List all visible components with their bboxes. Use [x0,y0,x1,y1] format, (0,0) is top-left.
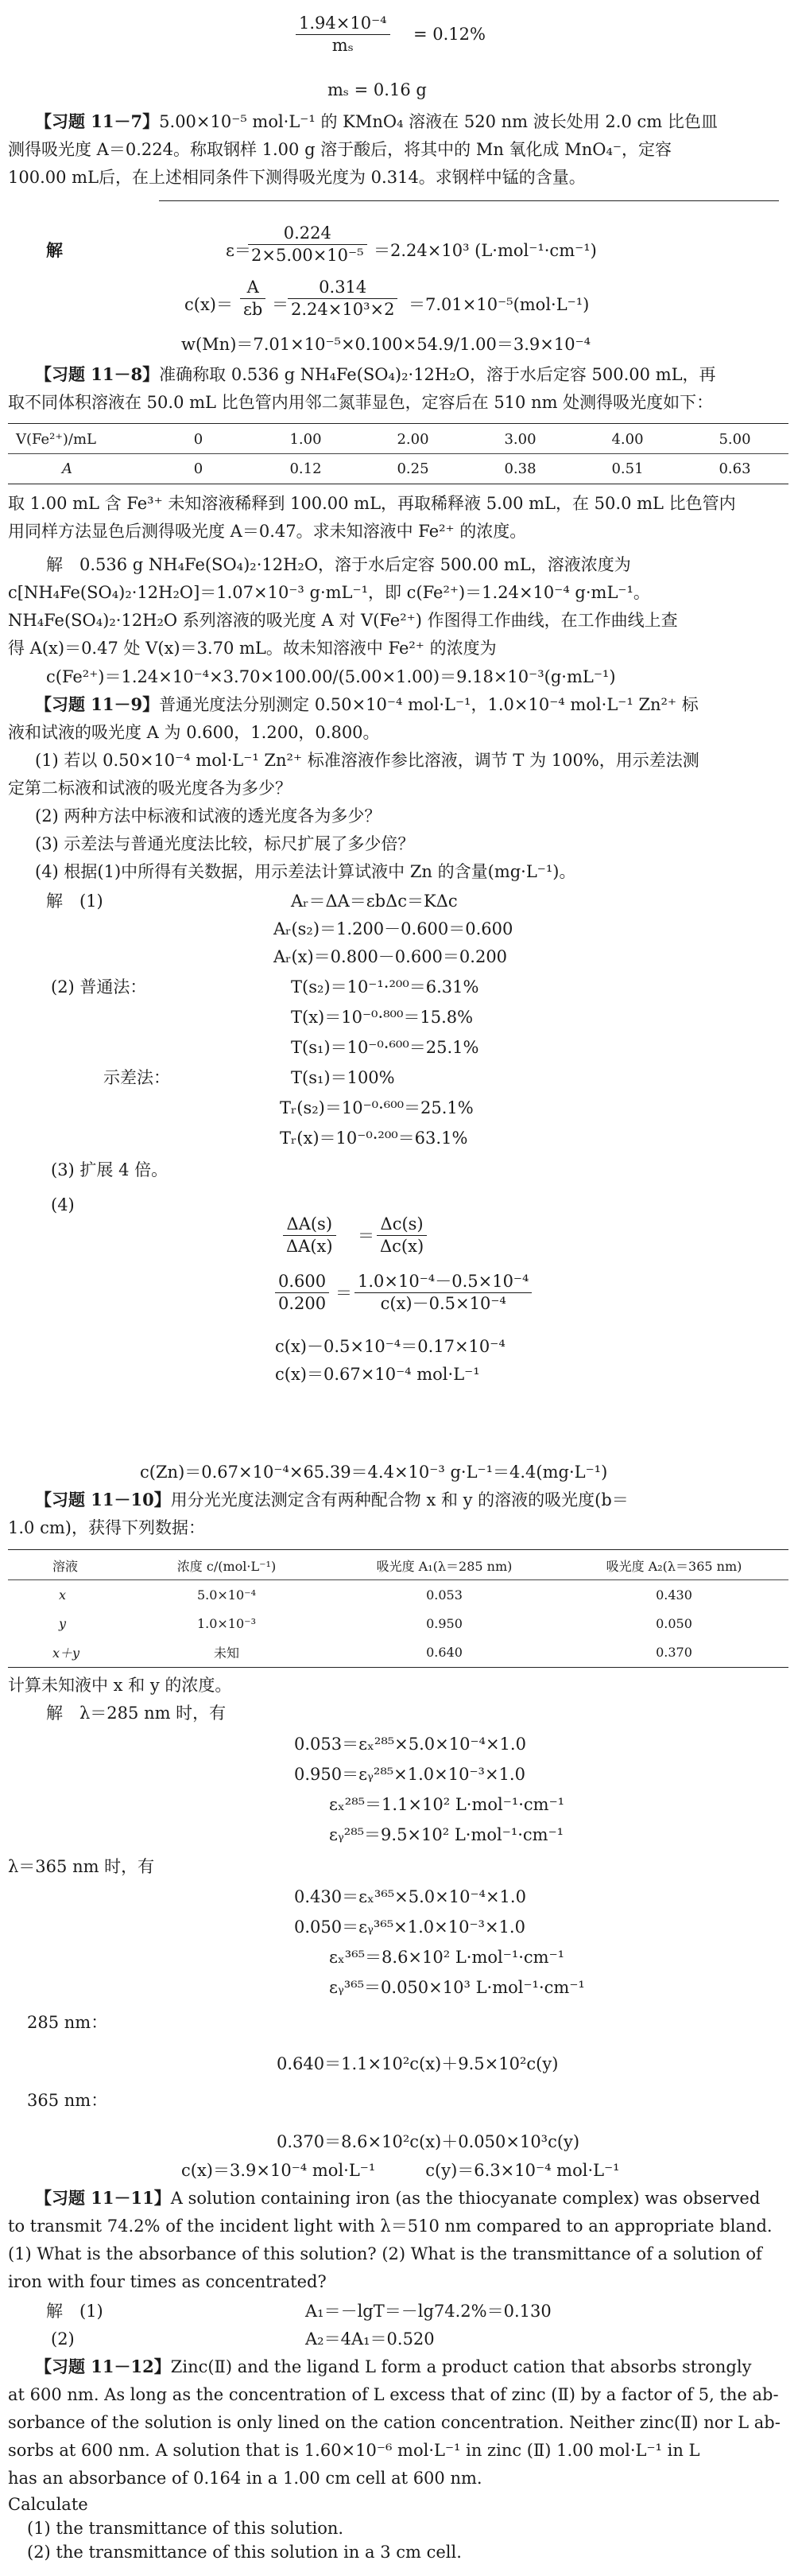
ex7-cx-rhs: ＝7.01×10⁻⁵(mol·L⁻¹) [409,295,590,314]
ex12-line1: 【习题 11－12】Zinc(Ⅱ) and the ligand L form a product cation that absorbs strongly [35,2356,752,2376]
ex10-a3: εₓ²⁸⁵＝1.1×10² L·mol⁻¹·cm⁻¹ [329,1795,565,1814]
table-cell: 0 [193,430,203,448]
ex9-q3: (3) 示差法与普通光度法比较，标尺扩展了多少倍？ [35,834,415,853]
ex10-c-label: 285 nm： [27,2013,108,2032]
ex9-s4-eq1: ＝ [358,1226,374,1245]
ex11-line3: (1) What is the absorbance of this solution? (2) What is the transmittance of a solution of [8,2244,762,2263]
ex10-d1: 0.370＝8.6×10²c(x)＋0.050×10³c(y) [277,2132,580,2151]
ex9-s3: (3) 扩展 4 倍。 [51,1160,169,1179]
table-cell: 0.430 [656,1587,692,1603]
ex9-s1-a: Aᵣ＝ΔA＝εbΔc＝KΔc [291,892,458,911]
top-ms: mₛ = 0.16 g [327,80,427,99]
ex9-s4-fraction2: $\frac{\Delta c(s)}{\Delta c(x)}$ [377,1215,427,1256]
table-cell: 0.38 [504,460,537,477]
ex7-cx-fraction1: $\frac{A}{\varepsilon b}$ [240,278,265,319]
ex9-s4-fraction3: $\frac{0.600}{0.200}$ [275,1272,329,1313]
ex10-line2: 1.0 cm)，获得下列数据： [8,1518,205,1537]
table-cell: 0.12 [289,460,322,477]
ex9-s1-b: Aᵣ(s₂)＝1.200－0.600＝0.600 [273,919,513,938]
table-cell: 3.00 [504,430,537,448]
ex8-after2: 用同样方法显色后测得吸光度 A＝0.47。求未知溶液中 Fe²⁺ 的浓度。 [8,522,527,541]
table-cell: 0.050 [656,1615,692,1631]
table-row-label: A [62,460,72,477]
ex12-line3: sorbance of the solution is only lined on the cation concentration. Neither zinc(Ⅱ) nor L ab- [8,2413,781,2432]
ex10-b1: 0.430＝εₓ³⁶⁵×5.0×10⁻⁴×1.0 [294,1887,526,1906]
ex10-b4: εᵧ³⁶⁵＝0.050×10³ L·mol⁻¹·cm⁻¹ [329,1978,585,1997]
ex7-eps-fraction: $\frac{0.224}{\text{2×5.00×10⁻⁵}}$ [248,224,367,265]
ex10-a2: 0.950＝εᵧ²⁸⁵×1.0×10⁻³×1.0 [294,1765,525,1784]
ex7-cx-eq: ＝ [272,295,289,314]
ex9-czn: c(Zn)＝0.67×10⁻⁴×65.39＝4.4×10⁻³ g·L⁻¹＝4.4(mg·L⁻¹) [140,1463,608,1482]
ex12-calc: Calculate [8,2495,88,2514]
ex7-solution-label: 解 [46,240,63,260]
ex7-wmn: w(Mn)＝7.01×10⁻⁵×0.100×54.9/1.00＝3.9×10⁻⁴ [181,335,591,354]
top-fraction-rhs: = 0.12% [413,25,486,44]
top-fraction: $\frac{\text{1.94×10⁻⁴}}{\text{mₛ}}$ [296,14,390,55]
table-cell: 5.00 [719,430,751,448]
table-cell: x＋y [52,1645,80,1661]
ex9-s2-c: T(s₁)＝10⁻⁰·⁶⁰⁰＝25.1% [291,1038,479,1057]
ex9-q2: (2) 两种方法中标液和试液的透光度各为多少？ [35,806,382,826]
table-cell: 5.0×10⁻⁴ [196,1587,257,1603]
ex7-cx-lhs: c(x)＝ [184,295,233,314]
ex10-ask: 计算未知液中 x 和 y 的浓度。 [8,1676,232,1695]
ex7-line3: 100.00 mL后，在上述相同条件下测得吸光度为 0.314。求钢样中锰的含量。 [8,168,586,187]
table-cell: 0.370 [656,1644,692,1660]
table-header: 溶液 [52,1558,79,1574]
ex11-line4: iron with four times as concentrated? [8,2272,327,2291]
ex9-s2-a: T(s₂)＝10⁻¹·²⁰⁰＝6.31% [291,977,479,997]
ex8-sol4: 得 A(x)＝0.47 处 V(x)＝3.70 mL。故未知溶液中 Fe²⁺ 的浓度为 [8,639,497,658]
table-cell: 1.0×10⁻³ [196,1615,257,1631]
ex9-q4: (4) 根据(1)中所得有关数据，用示差法计算试液中 Zn 的含量(mg·L⁻¹)。 [35,862,576,881]
table-header: 浓度 c/(mol·L⁻¹) [176,1558,277,1574]
ex9-s4-c: c(x)＝0.67×10⁻⁴ mol·L⁻¹ [275,1365,480,1384]
ex9-s2-e: Tᵣ(s₂)＝10⁻⁰·⁶⁰⁰＝25.1% [280,1098,474,1117]
ex9-s4-eq2: ＝ [335,1284,352,1303]
table-cell: 0.51 [611,460,644,477]
ex9-s2-b: T(x)＝10⁻⁰·⁸⁰⁰＝15.8% [291,1008,474,1027]
table-cell: 0.25 [397,460,429,477]
ex9-line2: 液和试液的吸光度 A 为 0.600，1.200，0.800。 [8,723,380,742]
table-cell: 未知 [213,1645,239,1661]
table-cell: 0.053 [426,1587,463,1603]
ex11-line2: to transmit 74.2% of the incident light with λ＝510 nm compared to an appropriate bland. [8,2217,773,2236]
table-cell: 2.00 [397,430,429,448]
ex7-eps-rhs: ＝2.24×10³ (L·mol⁻¹·cm⁻¹) [374,241,597,260]
ex8-line1: 【习题 11－8】准确称取 0.536 g NH₄Fe(SO₄)₂·12H₂O，溶于水后定容 500.00 mL，再 [35,364,716,384]
ex10-b2: 0.050＝εᵧ³⁶⁵×1.0×10⁻³×1.0 [294,1917,525,1937]
ex9-s4-label: (4) [51,1195,75,1214]
ex11-line1: 【习题 11－11】A solution containing iron (as the thiocyanate complex) was observed [35,2188,761,2208]
ex12-q1: (1) the transmittance of this solution. [27,2519,344,2538]
ex7-line2: 测得吸光度 A＝0.224。称取钢样 1.00 g 溶于酸后，将其中的 Mn 氧化成 MnO₄⁻，定容 [8,140,672,159]
ex9-s2-diff-label: 示差法： [103,1068,170,1087]
ex9-s2-d: T(s₁)＝100% [291,1068,395,1087]
ex7-line1: 【习题 11－7】5.00×10⁻⁵ mol·L⁻¹ 的 KMnO₄ 溶液在 520 nm 波长处用 2.0 cm 比色皿 [35,111,718,131]
ex11-s2-label: (2) [51,2329,75,2349]
ex10-b-label: λ＝365 nm 时，有 [8,1857,155,1876]
ex7-cx-fraction2: $\frac{0.314}{\text{2.24×10³×2}}$ [288,278,397,319]
ex12-line2: at 600 nm. As long as the concentration of L excess that of zinc (Ⅱ) by a factor of 5, the ab- [8,2385,779,2404]
ex10-s-label: 解 λ＝285 nm 时，有 [46,1704,227,1723]
ex12-line5: has an absorbance of 0.164 in a 1.00 cm cell at 600 nm. [8,2469,482,2488]
ex10-result: c(x)＝3.9×10⁻⁴ mol·L⁻¹ c(y)＝6.3×10⁻⁴ mol·L⁻¹ [181,2161,620,2180]
ex8-sol2: c[NH₄Fe(SO₄)₂·12H₂O]＝1.07×10⁻³ g·mL⁻¹，即 c(Fe²⁺)＝1.24×10⁻⁴ g·mL⁻¹。 [8,583,650,602]
ex12-line4: sorbs at 600 nm. A solution that is 1.60×10⁻⁶ mol·L⁻¹ in zinc (Ⅱ) 1.00 mol·L⁻¹ in L [8,2441,700,2460]
ex11-s1: A₁＝－lgT＝－lg74.2%＝0.130 [305,2302,552,2321]
ex12-q2: (2) the transmittance of this solution in a 3 cm cell. [27,2543,462,2562]
table-header: 吸光度 A₂(λ＝365 nm) [606,1558,742,1574]
ex9-s4-fraction1: $\frac{\Delta A(s)}{\Delta A(x)}$ [283,1215,336,1256]
ex10-a1: 0.053＝εₓ²⁸⁵×5.0×10⁻⁴×1.0 [294,1735,526,1754]
ex10-b3: εₓ³⁶⁵＝8.6×10² L·mol⁻¹·cm⁻¹ [329,1948,565,1967]
ex10-c1: 0.640＝1.1×10²c(x)＋9.5×10²c(y) [277,2054,559,2073]
table-header: 吸光度 A₁(λ＝285 nm) [376,1558,513,1574]
ex11-s2: A₂＝4A₁＝0.520 [305,2329,435,2349]
ex9-q1b: 定第二标液和试液的吸光度各为多少？ [8,779,292,798]
ex7-eps-lhs: ε＝ [226,241,251,260]
ex8-line2: 取不同体积溶液在 50.0 mL 比色管内用邻二氮菲显色，定容后在 510 nm 处测得吸光度如下： [8,393,714,412]
ex9-q1a: (1) 若以 0.50×10⁻⁴ mol·L⁻¹ Zn²⁺ 标准溶液作参比溶液，调节 T 为 100%，用示差法测 [35,751,699,770]
table-cell: 0.63 [719,460,751,477]
ex9-s4-fraction4: $\frac{\text{1.0×10⁻⁴－0.5×10⁻⁴}}{\text{c(x)－0.5×10⁻⁴}}$ [354,1272,532,1313]
ex8-sol3: NH₄Fe(SO₄)₂·12H₂O 系列溶液的吸光度 A 对 V(Fe²⁺) 作图得工作曲线，在工作曲线上查 [8,611,678,630]
ex10-a4: εᵧ²⁸⁵＝9.5×10² L·mol⁻¹·cm⁻¹ [329,1825,564,1844]
table-cell: 0 [193,460,203,477]
table-cell: 0.640 [426,1644,463,1660]
ex9-s2-label: (2) 普通法： [51,977,147,997]
ex11-s1-label: 解 (1) [46,2302,103,2321]
ex8-sol5: c(Fe²⁺)＝1.24×10⁻⁴×3.70×100.00/(5.00×1.00)＝9.18×10⁻³(g·mL⁻¹) [46,667,616,686]
ex9-s1-c: Aᵣ(x)＝0.800－0.600＝0.200 [273,947,508,966]
ex8-after1: 取 1.00 mL 含 Fe³⁺ 未知溶液稀释到 100.00 mL，再取稀释液 5.00 mL，在 50.0 mL 比色管内 [8,494,736,513]
ex9-s2-f: Tᵣ(x)＝10⁻⁰·²⁰⁰＝63.1% [280,1129,468,1148]
ex9-line1: 【习题 11－9】普通光度法分别测定 0.50×10⁻⁴ mol·L⁻¹，1.0×10⁻⁴ mol·L⁻¹ Zn²⁺ 标 [35,694,699,714]
table-cell: 4.00 [611,430,644,448]
table-cell: y [59,1615,67,1631]
ex8-sol1: 解 0.536 g NH₄Fe(SO₄)₂·12H₂O，溶于水后定容 500.00 mL，溶液浓度为 [46,555,631,574]
ex10-line1: 【习题 11－10】用分光光度法测定含有两种配合物 x 和 y 的溶液的吸光度(b＝ [35,1490,629,1509]
table-cell: 1.00 [289,430,322,448]
ex10-d-label: 365 nm： [27,2091,108,2110]
ex9-s4-b: c(x)－0.5×10⁻⁴＝0.17×10⁻⁴ [275,1337,506,1356]
table-row-label: V(Fe²⁺)/mL [16,430,97,448]
table-cell: x [59,1587,67,1603]
ex9-s1-label: 解 (1) [46,892,103,911]
table-cell: 0.950 [426,1615,463,1631]
